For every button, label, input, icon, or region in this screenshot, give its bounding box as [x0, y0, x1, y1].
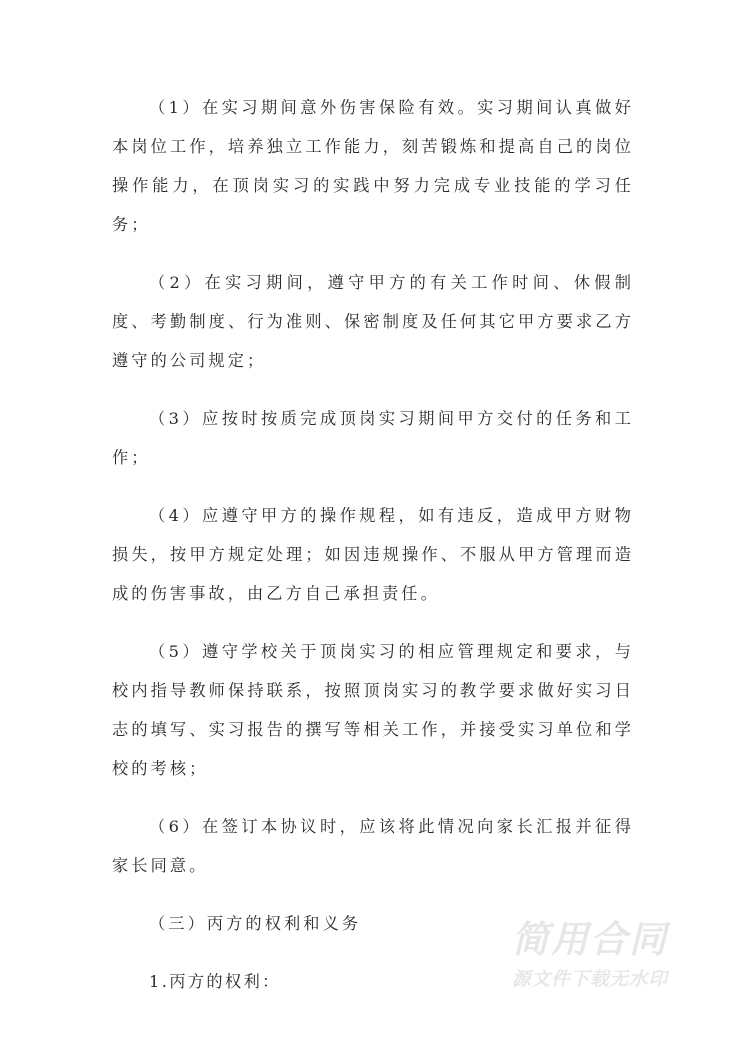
paragraph-obligation-5: （5）遵守学校关于顶岗实习的相应管理规定和要求，与校内指导教师保持联系，按照顶岗实习的教学要求做好实习日志的填写、实习报告的撰写等相关工作，并接受实习单位和学校的考核；: [112, 642, 634, 778]
document-body: [112, 88, 634, 1020]
paragraph-obligation-6: （6）在签订本协议时，应该将此情况向家长汇报并征得家长同意。: [112, 817, 634, 875]
section-heading: （三）丙方的权利和义务: [149, 914, 362, 933]
paragraph-obligation-4: （4）应遵守甲方的操作规程，如有违反，造成甲方财物损失，按甲方规定处理；如因违规操作、不服从甲方管理而造成的伤害事故，由乙方自己承担责任。: [112, 506, 634, 603]
paragraph-obligation-3: （3）应按时按质完成顶岗实习期间甲方交付的任务和工作；: [112, 409, 634, 467]
watermark: [512, 918, 712, 994]
watermark-subtitle: 源文件下载无水印: [512, 969, 669, 990]
paragraph-obligation-2: （2）在实习期间，遵守甲方的有关工作时间、休假制度、考勤制度、行为准则、保密制度及任何其它甲方要求乙方遵守的公司规定；: [112, 273, 634, 370]
paragraph-obligation-1: （1）在实习期间意外伤害保险有效。实习期间认真做好本岗位工作，培养独立工作能力，刻苦锻炼和提高自己的岗位操作能力，在顶岗实习的实践中努力完成专业技能的学习任务；: [112, 98, 634, 234]
watermark-title: 简用合同: [512, 918, 668, 961]
sub-item-heading: 1.丙方的权利：: [149, 972, 281, 991]
